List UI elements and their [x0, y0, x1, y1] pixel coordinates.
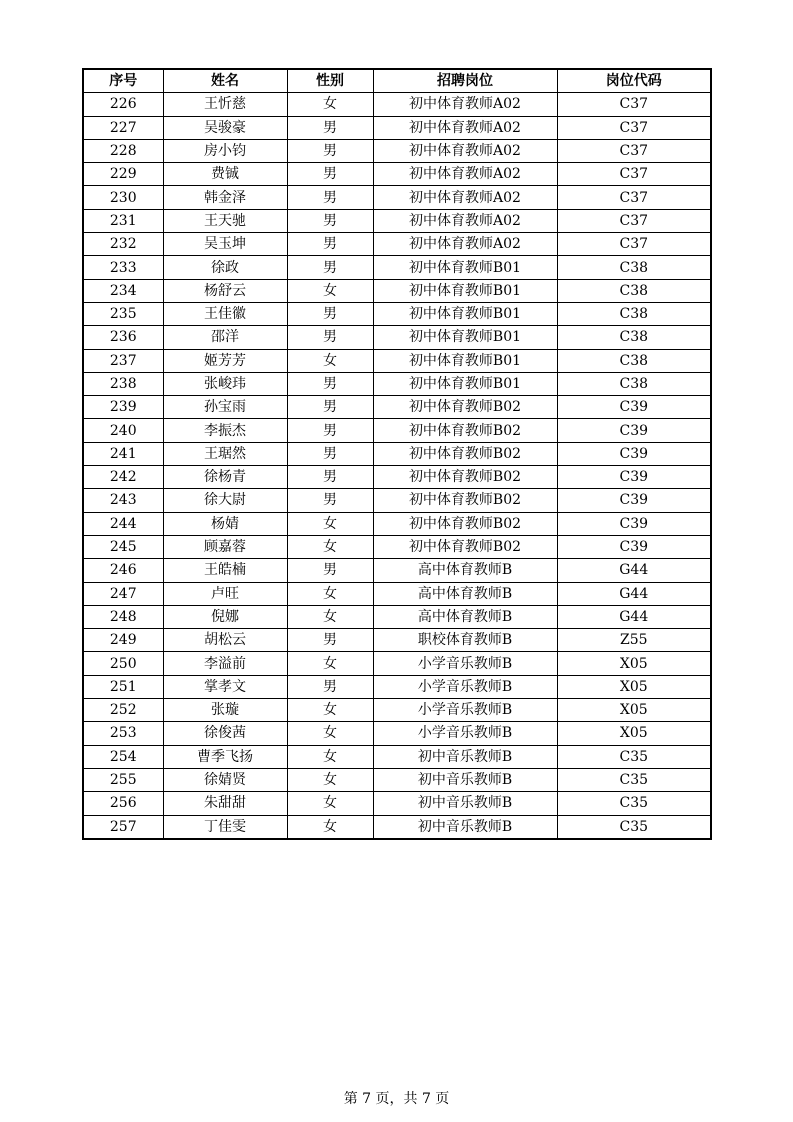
cell-position: 初中体育教师B02 — [373, 466, 557, 489]
cell-serial-number: 250 — [83, 652, 163, 675]
cell-serial-number: 227 — [83, 116, 163, 139]
cell-position: 初中体育教师B01 — [373, 256, 557, 279]
cell-position: 初中体育教师B01 — [373, 372, 557, 395]
cell-name: 张峻玮 — [163, 372, 287, 395]
cell-name: 徐政 — [163, 256, 287, 279]
cell-position-code: C38 — [557, 349, 711, 372]
cell-position: 初中音乐教师B — [373, 815, 557, 839]
table-row — [83, 605, 711, 628]
cell-position: 职校体育教师B — [373, 629, 557, 652]
table-row — [83, 582, 711, 605]
cell-serial-number: 252 — [83, 699, 163, 722]
cell-position-code: C38 — [557, 256, 711, 279]
cell-gender: 女 — [287, 699, 373, 722]
cell-position-code: C39 — [557, 489, 711, 512]
cell-position: 小学音乐教师B — [373, 675, 557, 698]
cell-position: 初中体育教师A02 — [373, 139, 557, 162]
cell-position: 初中体育教师B02 — [373, 512, 557, 535]
cell-serial-number: 257 — [83, 815, 163, 839]
cell-name: 顾嘉蓉 — [163, 535, 287, 558]
cell-gender: 男 — [287, 302, 373, 325]
cell-gender: 男 — [287, 442, 373, 465]
cell-position-code: C37 — [557, 93, 711, 116]
cell-position: 初中体育教师A02 — [373, 93, 557, 116]
cell-gender: 女 — [287, 582, 373, 605]
cell-position: 初中体育教师A02 — [373, 116, 557, 139]
cell-gender: 女 — [287, 815, 373, 839]
cell-position-code: X05 — [557, 675, 711, 698]
cell-serial-number: 228 — [83, 139, 163, 162]
cell-gender: 男 — [287, 372, 373, 395]
cell-gender: 女 — [287, 535, 373, 558]
cell-position: 初中体育教师B02 — [373, 489, 557, 512]
cell-position-code: C35 — [557, 745, 711, 768]
cell-position: 初中体育教师A02 — [373, 209, 557, 232]
cell-position-code: C39 — [557, 466, 711, 489]
cell-name: 李溢前 — [163, 652, 287, 675]
cell-position: 初中体育教师B01 — [373, 302, 557, 325]
cell-position: 高中体育教师B — [373, 559, 557, 582]
cell-serial-number: 232 — [83, 233, 163, 256]
cell-position-code: C35 — [557, 815, 711, 839]
table-row — [83, 442, 711, 465]
cell-gender: 男 — [287, 233, 373, 256]
cell-position: 初中体育教师A02 — [373, 163, 557, 186]
header-serial-number: 序号 — [83, 69, 163, 93]
cell-position-code: G44 — [557, 559, 711, 582]
cell-gender: 男 — [287, 675, 373, 698]
cell-name: 房小钧 — [163, 139, 287, 162]
cell-position-code: C39 — [557, 396, 711, 419]
table-header-row — [83, 69, 711, 93]
cell-position-code: C38 — [557, 279, 711, 302]
cell-name: 姬芳芳 — [163, 349, 287, 372]
cell-serial-number: 238 — [83, 372, 163, 395]
cell-position-code: C39 — [557, 535, 711, 558]
cell-serial-number: 245 — [83, 535, 163, 558]
cell-position: 小学音乐教师B — [373, 699, 557, 722]
cell-gender: 男 — [287, 559, 373, 582]
cell-serial-number: 226 — [83, 93, 163, 116]
table-row — [83, 675, 711, 698]
cell-gender: 女 — [287, 93, 373, 116]
candidate-table — [82, 68, 712, 840]
cell-position-code: C38 — [557, 326, 711, 349]
cell-serial-number: 230 — [83, 186, 163, 209]
cell-serial-number: 249 — [83, 629, 163, 652]
table-body — [83, 93, 711, 839]
cell-serial-number: 231 — [83, 209, 163, 232]
cell-serial-number: 248 — [83, 605, 163, 628]
cell-gender: 男 — [287, 163, 373, 186]
table-row — [83, 186, 711, 209]
cell-position-code: X05 — [557, 722, 711, 745]
table-row — [83, 233, 711, 256]
cell-gender: 女 — [287, 768, 373, 791]
cell-gender: 男 — [287, 466, 373, 489]
cell-gender: 男 — [287, 419, 373, 442]
cell-position: 初中体育教师B01 — [373, 349, 557, 372]
cell-position-code: X05 — [557, 652, 711, 675]
cell-gender: 男 — [287, 139, 373, 162]
header-gender: 性别 — [287, 69, 373, 93]
cell-name: 掌孝文 — [163, 675, 287, 698]
cell-name: 徐俊茜 — [163, 722, 287, 745]
table-row — [83, 629, 711, 652]
table-row — [83, 93, 711, 116]
cell-serial-number: 254 — [83, 745, 163, 768]
page-footer: 第 7 页，共 7 页 — [343, 1091, 450, 1107]
cell-position-code: C35 — [557, 792, 711, 815]
cell-gender: 女 — [287, 605, 373, 628]
cell-serial-number: 247 — [83, 582, 163, 605]
table-row — [83, 396, 711, 419]
cell-name: 张璇 — [163, 699, 287, 722]
cell-name: 曹季飞扬 — [163, 745, 287, 768]
cell-position-code: Z55 — [557, 629, 711, 652]
cell-name: 王皓楠 — [163, 559, 287, 582]
cell-position-code: C37 — [557, 186, 711, 209]
table-row — [83, 466, 711, 489]
cell-serial-number: 239 — [83, 396, 163, 419]
table-row — [83, 372, 711, 395]
cell-name: 费铖 — [163, 163, 287, 186]
table-row — [83, 512, 711, 535]
cell-position-code: X05 — [557, 699, 711, 722]
table-row — [83, 326, 711, 349]
cell-serial-number: 253 — [83, 722, 163, 745]
cell-position: 初中体育教师A02 — [373, 186, 557, 209]
cell-name: 王琚然 — [163, 442, 287, 465]
cell-name: 杨婧 — [163, 512, 287, 535]
cell-gender: 女 — [287, 652, 373, 675]
cell-serial-number: 242 — [83, 466, 163, 489]
cell-serial-number: 255 — [83, 768, 163, 791]
table-row — [83, 699, 711, 722]
cell-name: 邵洋 — [163, 326, 287, 349]
cell-gender: 男 — [287, 186, 373, 209]
cell-position-code: G44 — [557, 605, 711, 628]
table-row — [83, 489, 711, 512]
cell-gender: 男 — [287, 116, 373, 139]
cell-gender: 男 — [287, 256, 373, 279]
cell-position-code: C37 — [557, 139, 711, 162]
cell-position: 初中体育教师B02 — [373, 396, 557, 419]
cell-gender: 女 — [287, 745, 373, 768]
header-position: 招聘岗位 — [373, 69, 557, 93]
cell-gender: 女 — [287, 279, 373, 302]
cell-serial-number: 229 — [83, 163, 163, 186]
cell-serial-number: 256 — [83, 792, 163, 815]
cell-serial-number: 246 — [83, 559, 163, 582]
cell-serial-number: 233 — [83, 256, 163, 279]
table-row — [83, 163, 711, 186]
cell-position-code: C39 — [557, 419, 711, 442]
cell-position: 高中体育教师B — [373, 605, 557, 628]
cell-position: 小学音乐教师B — [373, 652, 557, 675]
cell-position-code: C37 — [557, 116, 711, 139]
cell-name: 徐婧贤 — [163, 768, 287, 791]
header-name: 姓名 — [163, 69, 287, 93]
cell-position: 初中体育教师B02 — [373, 535, 557, 558]
cell-position-code: C37 — [557, 233, 711, 256]
cell-name: 徐大尉 — [163, 489, 287, 512]
table-row — [83, 815, 711, 839]
cell-position: 初中音乐教师B — [373, 792, 557, 815]
table-row — [83, 349, 711, 372]
cell-name: 杨舒云 — [163, 279, 287, 302]
cell-name: 丁佳雯 — [163, 815, 287, 839]
cell-position: 初中体育教师A02 — [373, 233, 557, 256]
table-row — [83, 302, 711, 325]
table-row — [83, 116, 711, 139]
cell-gender: 男 — [287, 489, 373, 512]
cell-serial-number: 236 — [83, 326, 163, 349]
cell-name: 卢旺 — [163, 582, 287, 605]
cell-serial-number: 244 — [83, 512, 163, 535]
cell-name: 李振杰 — [163, 419, 287, 442]
cell-gender: 男 — [287, 396, 373, 419]
table-row — [83, 768, 711, 791]
cell-position: 高中体育教师B — [373, 582, 557, 605]
cell-position-code: C39 — [557, 442, 711, 465]
cell-name: 倪娜 — [163, 605, 287, 628]
cell-position: 初中音乐教师B — [373, 768, 557, 791]
table-row — [83, 139, 711, 162]
cell-serial-number: 240 — [83, 419, 163, 442]
cell-name: 胡松云 — [163, 629, 287, 652]
cell-serial-number: 243 — [83, 489, 163, 512]
cell-name: 朱甜甜 — [163, 792, 287, 815]
cell-name: 王忻慈 — [163, 93, 287, 116]
cell-serial-number: 237 — [83, 349, 163, 372]
cell-gender: 女 — [287, 722, 373, 745]
table-row — [83, 209, 711, 232]
cell-position: 初中体育教师B02 — [373, 442, 557, 465]
cell-serial-number: 251 — [83, 675, 163, 698]
cell-position-code: C35 — [557, 768, 711, 791]
table-row — [83, 559, 711, 582]
cell-gender: 男 — [287, 209, 373, 232]
cell-position: 初中体育教师B02 — [373, 419, 557, 442]
cell-name: 韩金泽 — [163, 186, 287, 209]
table-row — [83, 535, 711, 558]
cell-position: 初中体育教师B01 — [373, 326, 557, 349]
cell-name: 孙宝雨 — [163, 396, 287, 419]
cell-gender: 男 — [287, 629, 373, 652]
cell-position-code: G44 — [557, 582, 711, 605]
table-row — [83, 652, 711, 675]
cell-position-code: C38 — [557, 372, 711, 395]
cell-position-code: C38 — [557, 302, 711, 325]
table-row — [83, 745, 711, 768]
cell-position: 初中体育教师B01 — [373, 279, 557, 302]
cell-gender: 男 — [287, 326, 373, 349]
cell-position-code: C37 — [557, 209, 711, 232]
table-row — [83, 792, 711, 815]
cell-serial-number: 241 — [83, 442, 163, 465]
cell-gender: 女 — [287, 512, 373, 535]
cell-name: 徐杨青 — [163, 466, 287, 489]
cell-position: 初中音乐教师B — [373, 745, 557, 768]
cell-serial-number: 235 — [83, 302, 163, 325]
cell-serial-number: 234 — [83, 279, 163, 302]
cell-gender: 女 — [287, 792, 373, 815]
cell-position-code: C39 — [557, 512, 711, 535]
cell-name: 王天驰 — [163, 209, 287, 232]
cell-gender: 女 — [287, 349, 373, 372]
header-position-code: 岗位代码 — [557, 69, 711, 93]
table-row — [83, 279, 711, 302]
table-row — [83, 722, 711, 745]
table-row — [83, 419, 711, 442]
cell-position: 小学音乐教师B — [373, 722, 557, 745]
cell-name: 吴骏豪 — [163, 116, 287, 139]
cell-name: 吴玉坤 — [163, 233, 287, 256]
table-row — [83, 256, 711, 279]
cell-position-code: C37 — [557, 163, 711, 186]
cell-name: 王佳徽 — [163, 302, 287, 325]
